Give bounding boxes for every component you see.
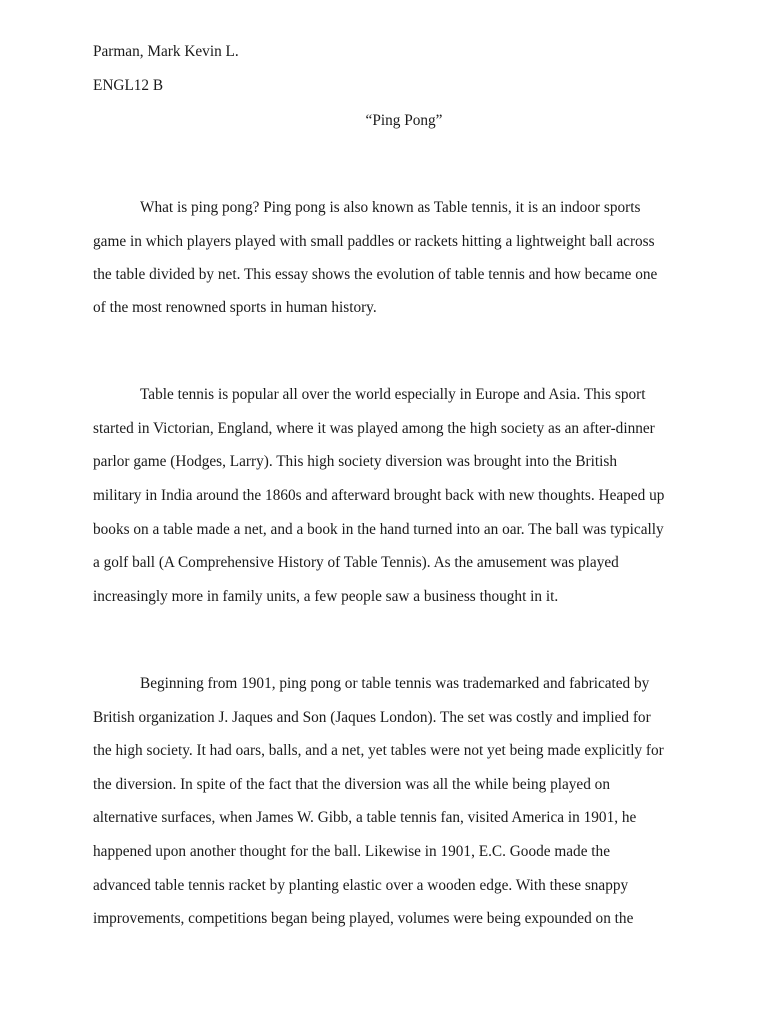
paragraph-3-line-3: the high society. It had oars, balls, and a net, yet tables were not yet being made explicitly for	[93, 742, 664, 759]
paragraph-1-line-1: What is ping pong? Ping pong is also known as Table tennis, it is an indoor sports	[140, 199, 641, 216]
paragraph-2-line-4: military in India around the 1860s and afterward brought back with new thoughts. Heaped up	[93, 487, 665, 504]
paragraph-2-line-6: a golf ball (A Comprehensive History of Table Tennis). As the amusement was played	[93, 554, 619, 571]
paragraph-2-line-3: parlor game (Hodges, Larry). This high society diversion was brought into the British	[93, 453, 617, 470]
author-name: Parman, Mark Kevin L.	[93, 43, 239, 60]
paragraph-3-line-2: British organization J. Jaques and Son (Jaques London). The set was costly and implied for	[93, 709, 651, 726]
paragraph-2-line-7: increasingly more in family units, a few people saw a business thought in it.	[93, 588, 559, 605]
paragraph-2-line-5: books on a table made a net, and a book in the hand turned into an oar. The ball was typically	[93, 521, 664, 538]
paragraph-3-line-7: advanced table tennis racket by planting elastic over a wooden edge. With these snappy	[93, 877, 629, 894]
paragraph-3-line-6: happened upon another thought for the ball. Likewise in 1901, E.C. Goode made the	[93, 843, 610, 860]
paragraph-3-line-1: Beginning from 1901, ping pong or table tennis was trademarked and fabricated by	[140, 675, 650, 692]
paragraph-2-line-1: Table tennis is popular all over the world especially in Europe and Asia. This sport	[140, 386, 646, 403]
paragraph-3-line-4: the diversion. In spite of the fact that the diversion was all the while being played on	[93, 776, 610, 793]
paragraph-1-line-4: of the most renowned sports in human history.	[93, 299, 377, 316]
paragraph-1-line-2: game in which players played with small paddles or rackets hitting a lightweight ball across	[93, 233, 655, 250]
paragraph-3-line-5: alternative surfaces, when James W. Gibb, a table tennis fan, visited America in 1901, he	[93, 809, 637, 826]
essay-title: “Ping Pong”	[365, 112, 443, 129]
course-code: ENGL12 B	[93, 77, 164, 94]
paragraph-3-line-8: improvements, competitions began being played, volumes were being expounded on the	[93, 910, 634, 927]
paragraph-1-line-3: the table divided by net. This essay shows the evolution of table tennis and how became one	[93, 266, 658, 283]
paragraph-2-line-2: started in Victorian, England, where it was played among the high society as an after-dinner	[93, 420, 655, 437]
